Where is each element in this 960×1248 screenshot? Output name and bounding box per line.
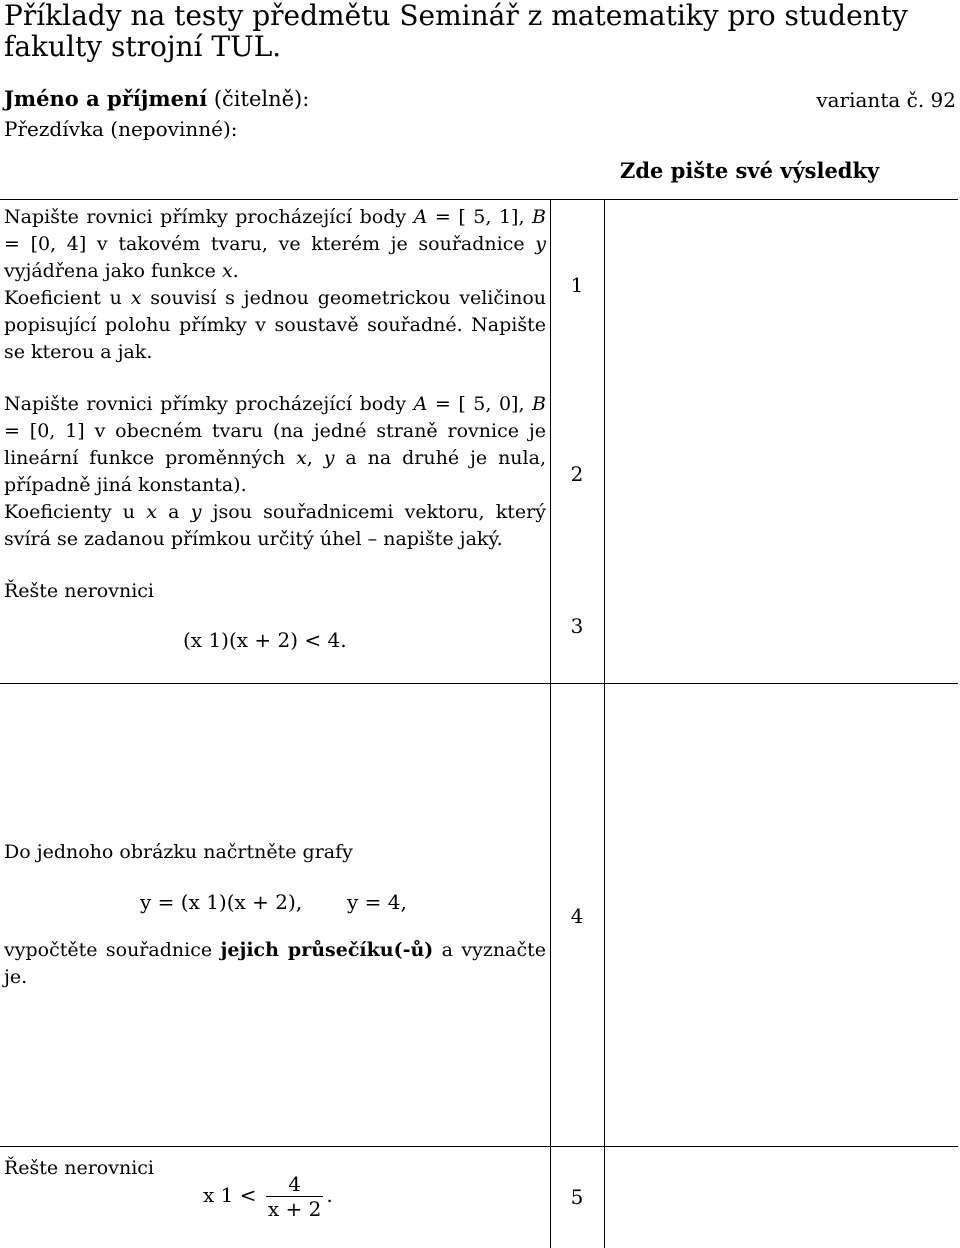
table-top-border — [0, 199, 958, 200]
nickname-label: Přezdívka (nepovinné): — [4, 117, 238, 141]
task-1-number: 1 — [570, 273, 584, 297]
name-label-bold: Jméno a příjmení — [4, 86, 208, 111]
results-heading: Zde pište své výsledky — [620, 158, 880, 183]
task-4-instruction: vypočtěte souřadnice jejich průsečíku(-ů) a vyznačte je. — [4, 939, 546, 988]
table-divider-right — [604, 199, 605, 1248]
task-5-inequality — [203, 1172, 333, 1221]
task-4-graph-1: y = (x 1)(x + 2), — [140, 890, 303, 914]
task-5-text: Řešte nerovnici — [4, 1157, 154, 1179]
page-title: Příklady na testy předmětu Seminář z matematiky pro studenty fakulty strojní TUL. — [4, 0, 908, 63]
name-label-rest: (čitelně): — [207, 87, 310, 111]
task-3-text: Řešte nerovnici — [4, 580, 154, 602]
task-5-number: 5 — [570, 1185, 584, 1209]
table-row-separator — [0, 1146, 958, 1147]
task-4-number: 4 — [570, 904, 584, 928]
task-3-number: 3 — [570, 614, 584, 638]
table-divider-left — [550, 199, 551, 1248]
name-field-label — [4, 86, 309, 111]
fraction-denominator: x + 2 — [267, 1197, 322, 1221]
task-4-text: Do jednoho obrázku načrtněte grafy — [4, 841, 353, 863]
task-5-period: . — [326, 1183, 333, 1207]
task-5-lhs: x 1 < — [203, 1183, 257, 1207]
variant-label: varianta č. 92 — [816, 88, 956, 112]
task-1-text: Napište rovnici přímky procházející body A = [ 5, 1], B = [0, 4] v takovém tvaru, ve kterém je souřadnice y vyjádřena jako funkce x. Koeficient u x souvisí s jednou geometrickou veličinou popisující polohu přímky v soustavě souřadné. Napište se kterou a jak. — [4, 206, 546, 363]
task-4-graph-2: y = 4, — [347, 890, 407, 914]
task-3-inequality: (x 1)(x + 2) < 4. — [183, 628, 347, 652]
fraction-numerator: 4 — [288, 1172, 301, 1196]
task-2-text: Napište rovnici přímky procházející body A = [ 5, 0], B = [0, 1] v obecném tvaru (na jedné straně rovnice je lineární funkce proměnných x, y a na druhé je nula, případně jiná konstanta). Koeficienty u x a y jsou souřadnicemi vektoru, který svírá se zadanou přímkou určitý úhel – napište jaký. — [4, 393, 546, 550]
table-row-separator — [0, 683, 958, 684]
task-5-fraction — [266, 1172, 323, 1221]
task-2-number: 2 — [570, 462, 584, 486]
